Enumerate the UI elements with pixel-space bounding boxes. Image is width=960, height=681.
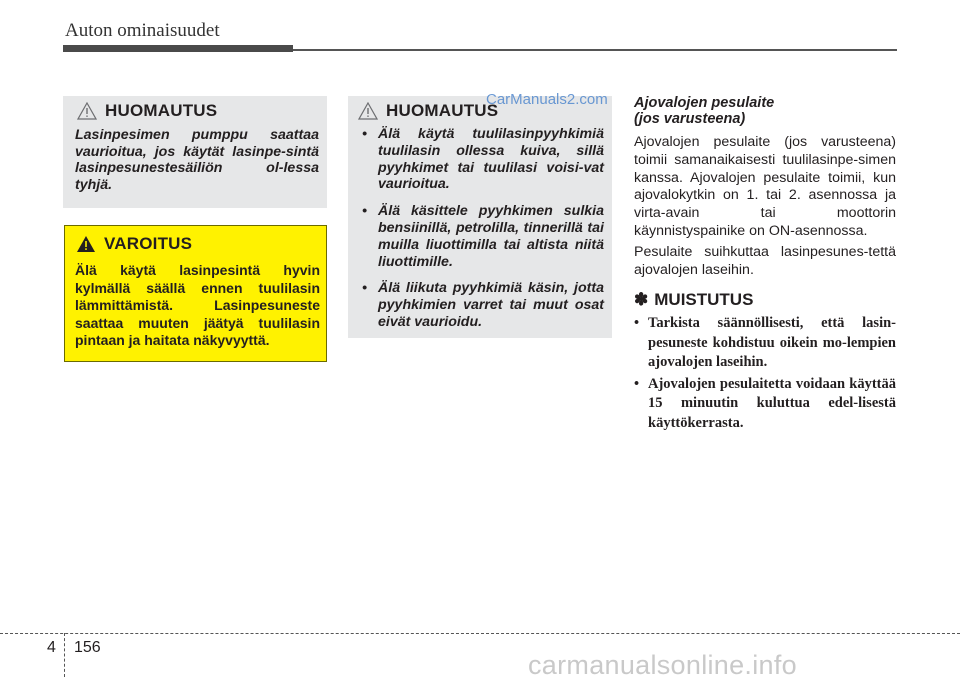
list-item: • Ajovalojen pesulaitetta voidaan käyttää 15 minuutin kuluttua edel-lisestä käyttökerrasta. (634, 375, 896, 431)
list-item: • Älä liikuta pyyhkimiä käsin, jotta pyyhkimien varret tai muut osat eivät vaurioidu. (362, 280, 604, 330)
body-paragraph: Ajovalojen pesulaite (jos varusteena) toimii samanaikaisesti tuulilasinpe-simen kanssa. Ajovalojen pesulaite toimii, kun ajovalokytkin on 1. tai 2. asennossa ja virta-avain tai moottorin käynnistyspainike on ON-asennossa. (634, 134, 896, 239)
page-number: 156 (74, 639, 101, 656)
list-item: • Älä käsittele pyyhkimen sulkia bensiinillä, petrolilla, tinnerillä tai muilla liuottimilla tai altista niitä liuottimille. (362, 203, 604, 270)
notice-text: Lasinpesimen pumppu saattaa vaurioitua, jos käytät lasinpe-sintä lasinpesunestesäiliön ol-lessa tyhjä. (75, 127, 319, 193)
warning-title (76, 234, 192, 254)
notice-box-wipers (348, 96, 612, 338)
note-title: MUISTUTUS (654, 290, 754, 309)
list-item: • Älä käytä tuulilasinpyyhkimiä tuulilasin ollessa kuiva, sillä pyyhkimet tai tuulilasi voisi-vat vaurioitua. (362, 126, 604, 193)
warning-box-freezing (64, 225, 327, 362)
caution-triangle-icon (358, 102, 378, 120)
site-watermark: carmanualsonline.info (528, 650, 797, 680)
section-heading: Ajovalojen pesulaite (jos varusteena) (634, 95, 775, 127)
notice-list (358, 126, 604, 341)
header-rule (293, 49, 897, 51)
header-bar (63, 45, 293, 52)
chapter-number: 4 (47, 639, 56, 656)
body-paragraph: Pesulaite suihkuttaa lasinpesunes-tettä ajovalojen laseihin. (634, 244, 896, 278)
watermark-text: CarManuals2.com (486, 91, 608, 108)
warning-text: Älä käytä lasinpesintä hyvin kylmällä säällä ennen tuulilasin lämmittämistä. Lasinpesuneste saattaa muuten jäätyä tuulilasin pintaan ja haitata näkyvyyttä. (75, 262, 320, 348)
notice-title-text: HUOMAUTUS (105, 101, 218, 120)
notice-title (358, 101, 498, 121)
footer-rule (0, 633, 960, 634)
note-list (634, 314, 896, 435)
list-item: • Tarkista säännöllisesti, että lasin-pesuneste kohdistuu oikein mo-lempien ajovalojen laseihin. (634, 315, 896, 370)
warning-triangle-icon (76, 235, 96, 253)
notice-box-pump (63, 96, 327, 208)
notice-title-text: HUOMAUTUS (386, 101, 499, 120)
asterisk-icon: ✽ (634, 290, 649, 309)
footer-divider (64, 633, 65, 677)
page-header-title: Auton ominaisuudet (65, 20, 220, 41)
notice-title (77, 101, 217, 121)
caution-triangle-icon (77, 102, 97, 120)
warning-title-text: VAROITUS (104, 234, 193, 253)
note-heading (634, 290, 896, 310)
